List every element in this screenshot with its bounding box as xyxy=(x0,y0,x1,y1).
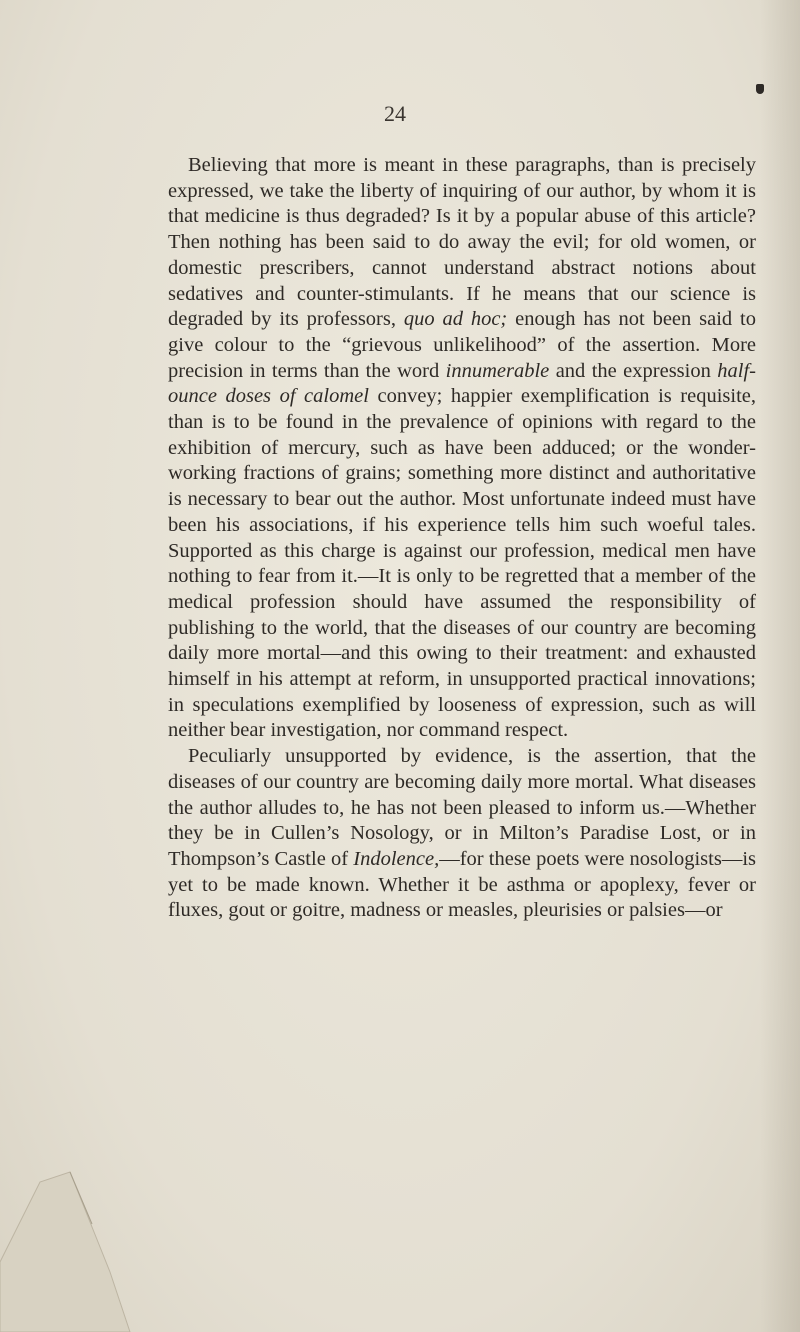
paragraph-2 xyxy=(168,744,756,924)
italic-segment: innumerable xyxy=(445,359,550,382)
page-edge-shadow xyxy=(760,0,800,1332)
text-segment: enough has not been said to give colour to the “grievous unlikelihood” of the assertion. More precision in terms than the word xyxy=(168,308,756,382)
text-segment: convey; happier exemplification is requisite, than is to be found in the prevalence of opinions with regard to the exhibition of mercury, such as have been adduced; or the wonder-working fractions of grains; something more distinct and authoritative is necessary to bear out the author. Most unfortunate indeed must have been his associations, if his experience tells him such woeful tales. Supported as this charge is against our profession, medical men have nothing to fear from it.—It is only to be regretted that a member of the medical profession should have assumed the responsibility of publishing to the world, that the diseases of our country are becoming daily more mortal—and this owing to their treatment: and exhausted himself in his attempt at reform, in unsupported practical innovations; in speculations exemplified by looseness of expression, such as will neither bear investigation, nor command respect. xyxy=(168,385,756,742)
text-segment: —for these poets were nosologists—is yet to be made known. Whether it be asthma or apoplexy, fever or fluxes, gout or goitre, madness or measles, pleurisies or palsies—or xyxy=(168,847,757,922)
ink-mark xyxy=(756,84,764,94)
italic-segment: half-ounce doses of calomel xyxy=(168,359,756,408)
body-text xyxy=(168,153,756,924)
page-number: 24 xyxy=(384,101,406,126)
torn-corner xyxy=(0,1112,160,1332)
italic-segment: quo ad hoc; xyxy=(403,308,508,331)
text-segment: Believing that more is meant in these paragraphs, than is precisely expressed, we take the liberty of inquiring of our author, by whom it is that medicine is thus degraded? Is it by a popular abuse of this article? Then nothing has been said to do away the evil; for old women, or domestic prescribers, cannot understand abstract notions about sedatives and counter-stimulants. If he means that our science is degraded by its professors, xyxy=(168,154,756,331)
paragraph-1 xyxy=(168,153,756,744)
text-segment: and the expression xyxy=(549,359,718,382)
text-segment: Peculiarly unsupported by evidence, is the assertion, that the diseases of our country are becoming daily more mortal. What diseases the author alludes to, he has not been pleased to inform us.—Whether they be in Cullen’s Nosology, or in Milton’s Paradise Lost, or in Thompson’s Castle of xyxy=(168,745,756,870)
italic-segment: Indolence, xyxy=(353,847,440,870)
